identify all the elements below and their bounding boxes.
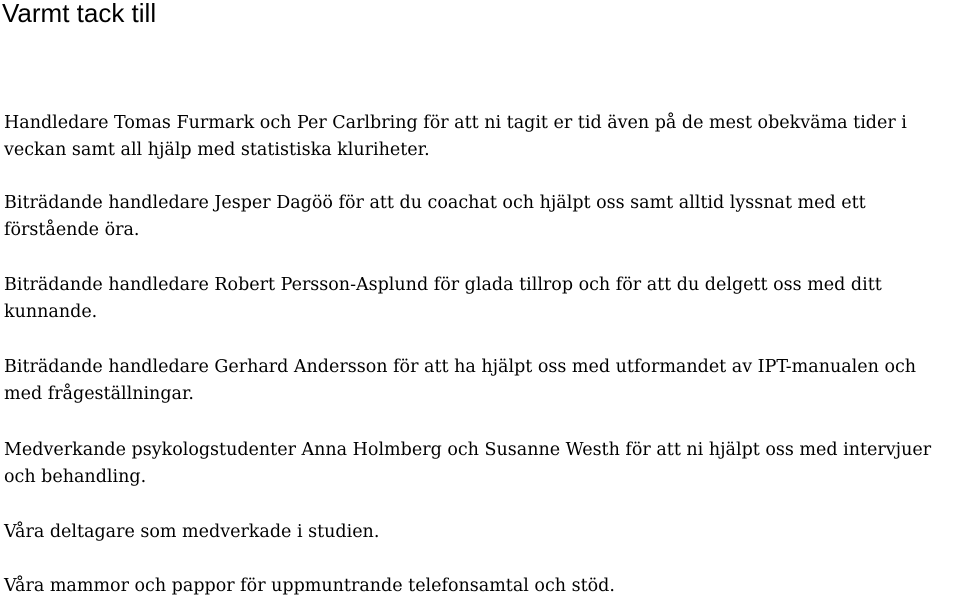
acknowledgement-participants: Våra deltagare som medverkade i studien. [4, 522, 380, 542]
acknowledgement-assistant-supervisor-dagoo: Biträdande handledare Jesper Dagöö för att du coachat och hjälpt oss samt alltid lyssnat med ett förstående öra. [4, 193, 866, 240]
acknowledgement-supervisors: Handledare Tomas Furmark och Per Carlbring för att ni tagit er tid även på de mest obekväma tider i veckan samt all hjälp med statistiska kluriheter. [4, 113, 907, 160]
page-title: Varmt tack till [2, 0, 157, 28]
acknowledgement-psychology-students: Medverkande psykologstudenter Anna Holmberg och Susanne Westh för att ni hjälpt oss med intervjuer och behandling. [4, 440, 932, 487]
acknowledgement-assistant-supervisor-persson-asplund: Biträdande handledare Robert Persson-Asplund för glada tillrop och för att du delgett oss med ditt kunnande. [4, 275, 882, 322]
acknowledgement-assistant-supervisor-andersson: Biträdande handledare Gerhard Andersson för att ha hjälpt oss med utformandet av IPT-manualen och med frågeställningar. [4, 357, 917, 404]
acknowledgement-parents: Våra mammor och pappor för uppmuntrande telefonsamtal och stöd. [4, 576, 615, 596]
